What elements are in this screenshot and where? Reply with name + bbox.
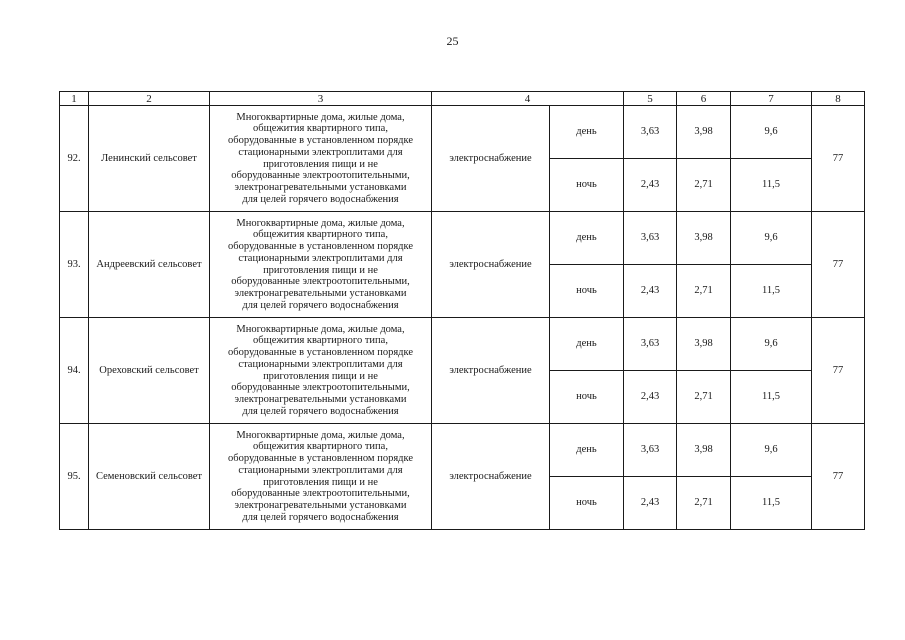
description-line: оборудованные электроотопительными,	[231, 170, 410, 182]
description-line: электронагревательными установками	[234, 499, 407, 511]
period-day: день	[550, 318, 624, 371]
value-col8: 77	[812, 212, 865, 318]
description-line: приготовления пищи и не	[263, 370, 378, 382]
value-col5-night: 2,43	[624, 159, 677, 212]
page-number: 25	[446, 34, 459, 48]
header-cell-6: 6	[677, 92, 731, 106]
description-line: электронагревательными установками	[234, 181, 407, 193]
value-col5-night: 2,43	[624, 371, 677, 424]
value-col6-night: 2,71	[677, 371, 731, 424]
header-cell-5: 5	[624, 92, 677, 106]
value-col7-day: 9,6	[731, 318, 812, 371]
period-day: день	[550, 212, 624, 265]
value-col5-day: 3,63	[624, 212, 677, 265]
description-line: стационарными электроплитами для	[238, 358, 403, 370]
description-line: приготовления пищи и не	[263, 476, 378, 488]
description-line: Многоквартирные дома, жилые дома,	[236, 429, 405, 441]
value-col6-day: 3,98	[677, 318, 731, 371]
description-line: для целей горячего водоснабжения	[242, 193, 399, 205]
header-row	[60, 92, 865, 106]
description-line: оборудованные электроотопительными,	[231, 488, 410, 500]
value-col6-day: 3,98	[677, 424, 731, 477]
description-line: оборудованные в установленном порядке	[227, 241, 413, 253]
header-cell-8: 8	[812, 92, 865, 106]
consumer-description	[210, 106, 432, 212]
service-type: электроснабжение	[432, 424, 550, 530]
value-col5-day: 3,63	[624, 424, 677, 477]
consumer-description	[210, 424, 432, 530]
description-line: для целей горячего водоснабжения	[242, 405, 399, 417]
value-col7-day: 9,6	[731, 212, 812, 265]
service-type: электроснабжение	[432, 212, 550, 318]
description-line: стационарными электроплитами для	[238, 146, 403, 158]
header-cell-2: 2	[89, 92, 210, 106]
value-col5-night: 2,43	[624, 477, 677, 530]
service-type: электроснабжение	[432, 318, 550, 424]
value-col7-day: 9,6	[731, 424, 812, 477]
description-line: стационарными электроплитами для	[238, 252, 403, 264]
row-number: 94.	[60, 318, 89, 424]
row-number: 95.	[60, 424, 89, 530]
value-col6-night: 2,71	[677, 265, 731, 318]
value-col7-night: 11,5	[731, 477, 812, 530]
value-col7-night: 11,5	[731, 371, 812, 424]
description-line: Многоквартирные дома, жилые дома,	[236, 111, 405, 123]
description-line: оборудованные электроотопительными,	[231, 382, 410, 394]
value-col8: 77	[812, 106, 865, 212]
value-col6-day: 3,98	[677, 106, 731, 159]
period-day: день	[550, 106, 624, 159]
description-line: общежития квартирного типа,	[253, 441, 388, 453]
description-line: для целей горячего водоснабжения	[242, 511, 399, 523]
description-line: общежития квартирного типа,	[253, 229, 388, 241]
table-row	[60, 424, 865, 477]
consumer-description	[210, 318, 432, 424]
tariff-table	[59, 91, 865, 530]
header-cell-7: 7	[731, 92, 812, 106]
header-cell-4: 4	[432, 92, 624, 106]
table-row	[60, 106, 865, 159]
description-line: приготовления пищи и не	[263, 264, 378, 276]
period-night: ночь	[550, 477, 624, 530]
description-line: приготовления пищи и не	[263, 158, 378, 170]
service-type: электроснабжение	[432, 106, 550, 212]
description-line: общежития квартирного типа,	[253, 123, 388, 135]
description-line: оборудованные в установленном порядке	[227, 347, 413, 359]
description-line: Многоквартирные дома, жилые дома,	[236, 217, 405, 229]
header-cell-3: 3	[210, 92, 432, 106]
description-line: для целей горячего водоснабжения	[242, 299, 399, 311]
description-line: Многоквартирные дома, жилые дома,	[236, 323, 405, 335]
table-row	[60, 212, 865, 265]
period-night: ночь	[550, 265, 624, 318]
row-number: 92.	[60, 106, 89, 212]
description-line: электронагревательными установками	[234, 287, 407, 299]
table-row	[60, 318, 865, 371]
value-col7-day: 9,6	[731, 106, 812, 159]
description-line: оборудованные электроотопительными,	[231, 276, 410, 288]
value-col8: 77	[812, 424, 865, 530]
row-number: 93.	[60, 212, 89, 318]
value-col8: 77	[812, 318, 865, 424]
value-col5-day: 3,63	[624, 318, 677, 371]
description-line: оборудованные в установленном порядке	[227, 453, 413, 465]
settlement-name: Семеновский сельсовет	[89, 424, 210, 530]
description-line: общежития квартирного типа,	[253, 335, 388, 347]
value-col5-day: 3,63	[624, 106, 677, 159]
value-col6-day: 3,98	[677, 212, 731, 265]
settlement-name: Ленинский сельсовет	[89, 106, 210, 212]
value-col5-night: 2,43	[624, 265, 677, 318]
description-line: электронагревательными установками	[234, 393, 407, 405]
settlement-name: Андреевский сельсовет	[89, 212, 210, 318]
description-line: оборудованные в установленном порядке	[227, 135, 413, 147]
header-cell-1: 1	[60, 92, 89, 106]
value-col7-night: 11,5	[731, 265, 812, 318]
settlement-name: Ореховский сельсовет	[89, 318, 210, 424]
period-night: ночь	[550, 371, 624, 424]
period-night: ночь	[550, 159, 624, 212]
consumer-description	[210, 212, 432, 318]
value-col6-night: 2,71	[677, 477, 731, 530]
value-col6-night: 2,71	[677, 159, 731, 212]
period-day: день	[550, 424, 624, 477]
description-line: стационарными электроплитами для	[238, 464, 403, 476]
value-col7-night: 11,5	[731, 159, 812, 212]
